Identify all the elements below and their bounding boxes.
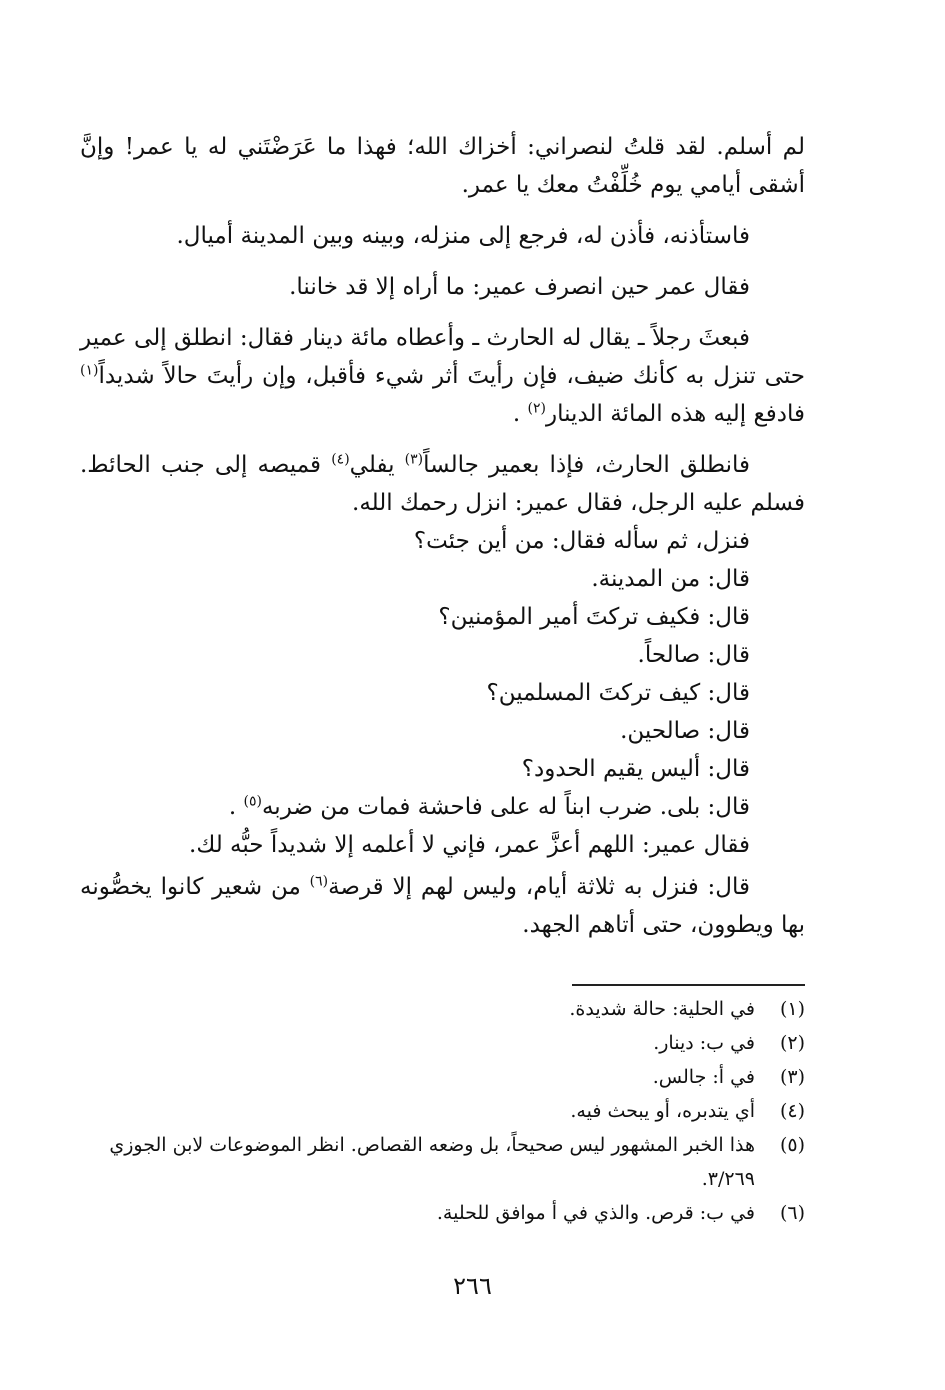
footnote-divider — [572, 984, 805, 986]
paragraph-4-text-b: فادفع إليه هذه المائة الدينار — [545, 401, 805, 427]
beating-text-b: . — [228, 794, 244, 820]
footnote-ref-5: (٥) — [243, 793, 262, 810]
footnote-text: في الحلية: حالة شديدة. — [569, 998, 755, 1020]
footnote-ref-3: (٣) — [404, 451, 424, 468]
paragraph-4-text-a: فبعثَ رجلاً ـ يقال له الحارث ـ وأعطاه مائة دينار فقال: انطلق إلى عمير حتى تنزل به كأنك ضيف، فإن رأيتَ أثر شيء فأقبل، وإن رأيتَ حالاً شديداً — [80, 325, 805, 389]
footnote-text: في ب: دينار. — [653, 1032, 755, 1054]
paragraph-5-text-a: فانطلق الحارث، فإذا بعمير جالساً — [423, 452, 750, 478]
dialogue-line: فنزل، ثم سأله فقال: من أين جئت؟ — [413, 528, 750, 554]
footnote-ref-1: (١) — [80, 362, 99, 379]
footnote — [80, 1196, 805, 1230]
dialogue-line: قال: فكيف تركتَ أمير المؤمنين؟ — [438, 604, 750, 630]
footnote-number: (٣) — [779, 1066, 805, 1088]
dialogue-line: قال: صالحين. — [620, 718, 750, 744]
paragraph-5 — [80, 446, 805, 522]
footnote-ref-4: (٤) — [331, 451, 350, 468]
footnote-number: (١) — [779, 998, 805, 1020]
last-text-a: قال: فنزل به ثلاثة أيام، وليس لهم إلا قرصة — [328, 874, 750, 900]
footnote-number: (٤) — [779, 1100, 805, 1122]
paragraph-2: فاستأذنه، فأذن له، فرجع إلى منزله، وبينه وبين المدينة أميال. — [176, 223, 750, 249]
main-text — [80, 128, 805, 944]
footnote-number: (٢) — [779, 1032, 805, 1054]
paragraph-5-text-b: يفلي — [349, 452, 405, 478]
footnote-text: أي يتدبره، أو يبحث فيه. — [570, 1100, 755, 1122]
paragraph-1: لم أسلم. لقد قلتُ لنصراني: أخزاك الله؛ فهذا ما عَرَضْتَني له يا عمر! وإنَّ أشقى أيامي يوم خُلِّفْتُ معك يا عمر. — [80, 134, 805, 198]
footnote — [80, 1128, 805, 1196]
footnote-ref-6: (٦) — [309, 873, 329, 890]
dialogue — [80, 522, 805, 864]
footnote — [80, 1026, 805, 1060]
footnote-text: في أ: جالس. — [652, 1066, 755, 1088]
footnote — [80, 992, 805, 1026]
paragraph-3: فقال عمر حين انصرف عمير: ما أراه إلا قد خاننا. — [289, 274, 750, 300]
paragraph-4 — [80, 319, 805, 433]
footnote-number: (٥) — [779, 1134, 805, 1156]
footnote — [80, 1094, 805, 1128]
dialogue-line-beating — [80, 788, 805, 826]
paragraph-last — [80, 868, 805, 944]
dialogue-line-umayr: فقال عمير: اللهم أعزَّ عمر، فإني لا أعلمه إلا شديداً حبُّه لك. — [189, 832, 750, 858]
dialogue-line: قال: من المدينة. — [591, 566, 750, 592]
beating-text-a: قال: بلى. ضرب ابناً له على فاحشة فمات من ضربه — [261, 794, 750, 820]
footnote-number: (٦) — [779, 1202, 805, 1224]
dialogue-line: قال: كيف تركتَ المسلمين؟ — [486, 680, 750, 706]
footnote-text: هذا الخبر المشهور ليس صحيحاً، بل وضعه القصاص. انظر الموضوعات لابن الجوزي ٣/٢٦٩. — [109, 1134, 755, 1190]
last-text-b: من شعير كانوا يخصُّونه بها ويطوون، حتى أتاهم الجهد. — [80, 874, 805, 938]
footnotes — [80, 992, 805, 1230]
footnote-ref-2: (٢) — [527, 400, 546, 417]
footnote-text: في ب: قرص. والذي في أ موافق للحلية. — [436, 1202, 755, 1224]
page-number: ٢٦٦ — [453, 1272, 492, 1300]
dialogue-line: قال: صالحاً. — [637, 642, 750, 668]
paragraph-4-text-c: . — [512, 401, 528, 427]
dialogue-line: قال: أليس يقيم الحدود؟ — [521, 756, 750, 782]
footnote — [80, 1060, 805, 1094]
paragraph-5-text-c: قميصه إلى جنب الحائط. فسلم عليه الرجل، فقال عمير: انزل رحمك الله. — [80, 452, 805, 516]
